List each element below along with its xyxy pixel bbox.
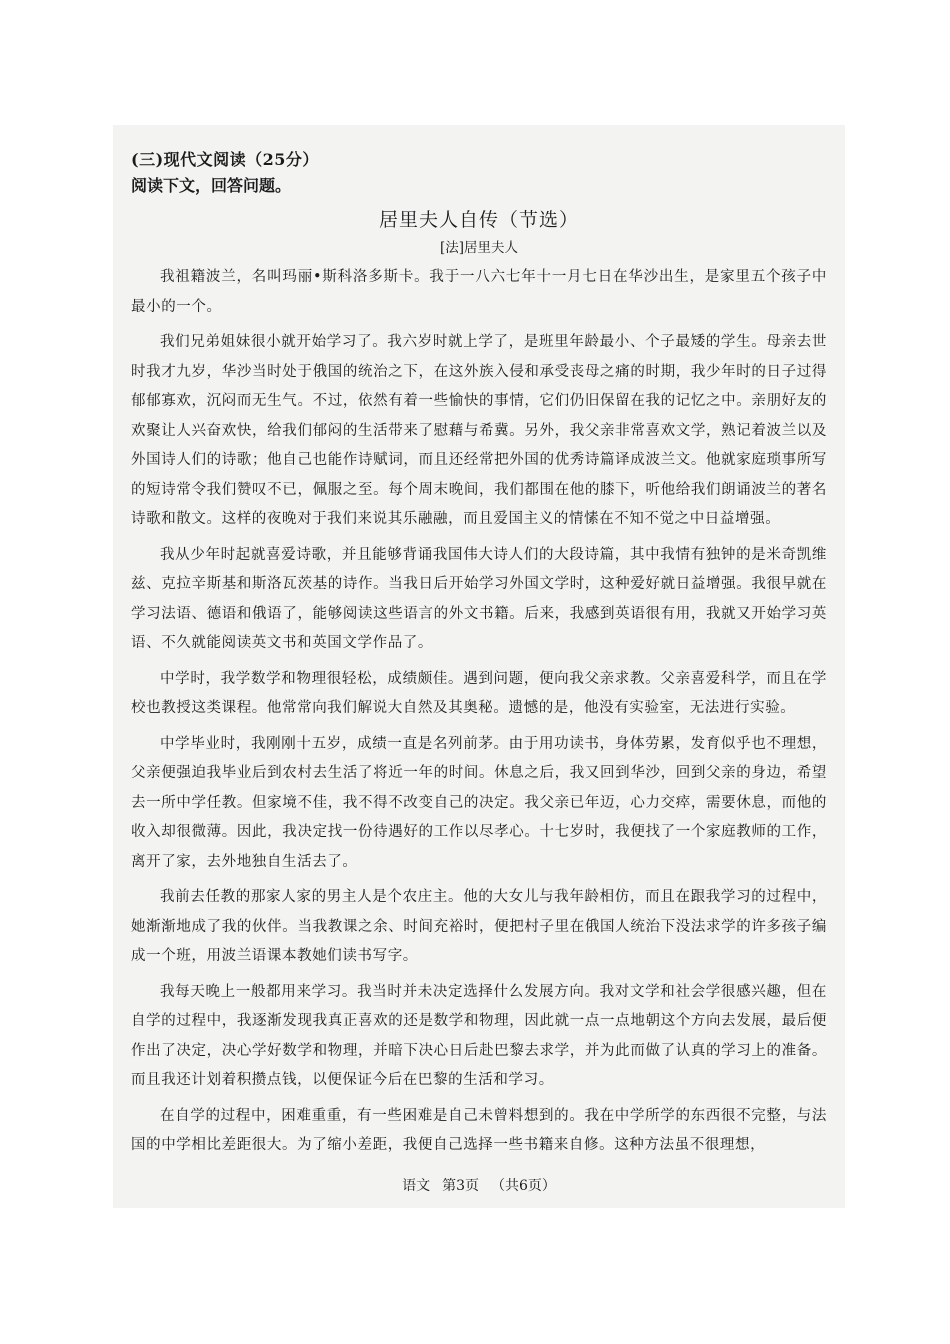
article-paragraph: 在自学的过程中，困难重重，有一些困难是自己未曾料想到的。我在中学所学的东西很不完整，与法国的中学相比差距很大。为了缩小差距，我便自己选择一些书籍来自修。这种方法虽不很理想， bbox=[131, 1107, 827, 1153]
article-paragraph: 我从少年时起就喜爱诗歌，并且能够背诵我国伟大诗人们的大段诗篇，其中我情有独钟的是米奇凯维兹、克拉辛斯基和斯洛瓦茨基的诗作。当我日后开始学习外国文学时，这种爱好就日益增强。我很早就在学习法语、德语和俄语了，能够阅读这些语言的外文书籍。后来，我感到英语很有用，我就又开始学习英语、不久就能阅读英文书和英国文学作品了。 bbox=[131, 546, 827, 651]
article-paragraph: 我前去任教的那家人家的男主人是个农庄主。他的大女儿与我年龄相仿，而且在跟我学习的过程中，她渐渐地成了我的伙伴。当我教课之余、时间充裕时，便把村子里在俄国人统治下没法求学的许多孩子编成一个班，用波兰语课本教她们读书写字。 bbox=[131, 889, 827, 964]
article-paragraph: 我每天晚上一般都用来学习。我当时并未决定选择什么发展方向。我对文学和社会学很感兴趣，但在自学的过程中，我逐渐发现我真正喜欢的还是数学和物理，因此就一点一点地朝这个方向去发展，最后便作出了决定，决心学好数学和物理，并暗下决心日后赴巴黎去求学，并为此而做了认真的学习上的准备。而且我还计划着积攒点钱，以便保证今后在巴黎的生活和学习。 bbox=[131, 983, 827, 1088]
section-heading: (三)现代文阅读（25分） bbox=[131, 150, 319, 169]
exam-page bbox=[113, 125, 845, 1208]
footer-page-number: 第3页 bbox=[442, 1178, 479, 1194]
footer-subject: 语文 bbox=[402, 1178, 431, 1194]
footer-page-total: （共6页） bbox=[491, 1178, 556, 1194]
page-footer bbox=[113, 1176, 845, 1196]
article-paragraph: 中学毕业时，我刚刚十五岁，成绩一直是名列前茅。由于用功读书，身体劳累，发育似乎也不理想，父亲便强迫我毕业后到农村去生活了将近一年的时间。休息之后，我又回到华沙，回到父亲的身边，希望去一所中学任教。但家境不佳，我不得不改变自己的决定。我父亲已年迈，心力交瘁，需要休息，而他的收入却很微薄。因此，我决定找一份待遇好的工作以尽孝心。十七岁时，我便找了一个家庭教师的工作，离开了家，去外地独自生活去了。 bbox=[131, 735, 827, 870]
article-paragraph: 中学时，我学数学和物理很轻松，成绩颇佳。遇到问题，便向我父亲求教。父亲喜爱科学，而且在学校也教授这类课程。他常常向我们解说大自然及其奥秘。遗憾的是，他没有实验室，无法进行实验。 bbox=[131, 670, 827, 716]
reading-instruction: 阅读下文，回答问题。 bbox=[131, 176, 292, 195]
article-body bbox=[131, 263, 827, 1161]
article-paragraph: 我祖籍波兰，名叫玛丽•斯科洛多斯卡。我于一八六七年十一月七日在华沙出生，是家里五个孩子中最小的一个。 bbox=[131, 269, 827, 315]
article-title: 居里夫人自传（节选） bbox=[378, 209, 579, 231]
article-paragraph: 我们兄弟姐妹很小就开始学习了。我六岁时就上学了，是班里年龄最小、个子最矮的学生。母亲去世时我才九岁，华沙当时处于俄国的统治之下，在这外族入侵和承受丧母之痛的时期，我少年时的日子过得郁郁寡欢，沉闷而无生气。不过，依然有着一些愉快的事情，它们仍旧保留在我的记忆之中。亲朋好友的欢聚让人兴奋欢快，给我们郁闷的生活带来了慰藉与希冀。另外，我父亲非常喜欢文学，熟记着波兰以及外国诗人们的诗歌；他自己也能作诗赋词，而且还经常把外国的优秀诗篇译成波兰文。他就家庭琐事所写的短诗常令我们赞叹不已，佩服之至。每个周末晚间，我们都围在他的膝下，听他给我们朗诵波兰的著名诗歌和散文。这样的夜晚对于我们来说其乐融融，而且爱国主义的情愫在不知不觉之中日益增强。 bbox=[131, 334, 827, 527]
article-author: [法]居里夫人 bbox=[439, 240, 519, 256]
